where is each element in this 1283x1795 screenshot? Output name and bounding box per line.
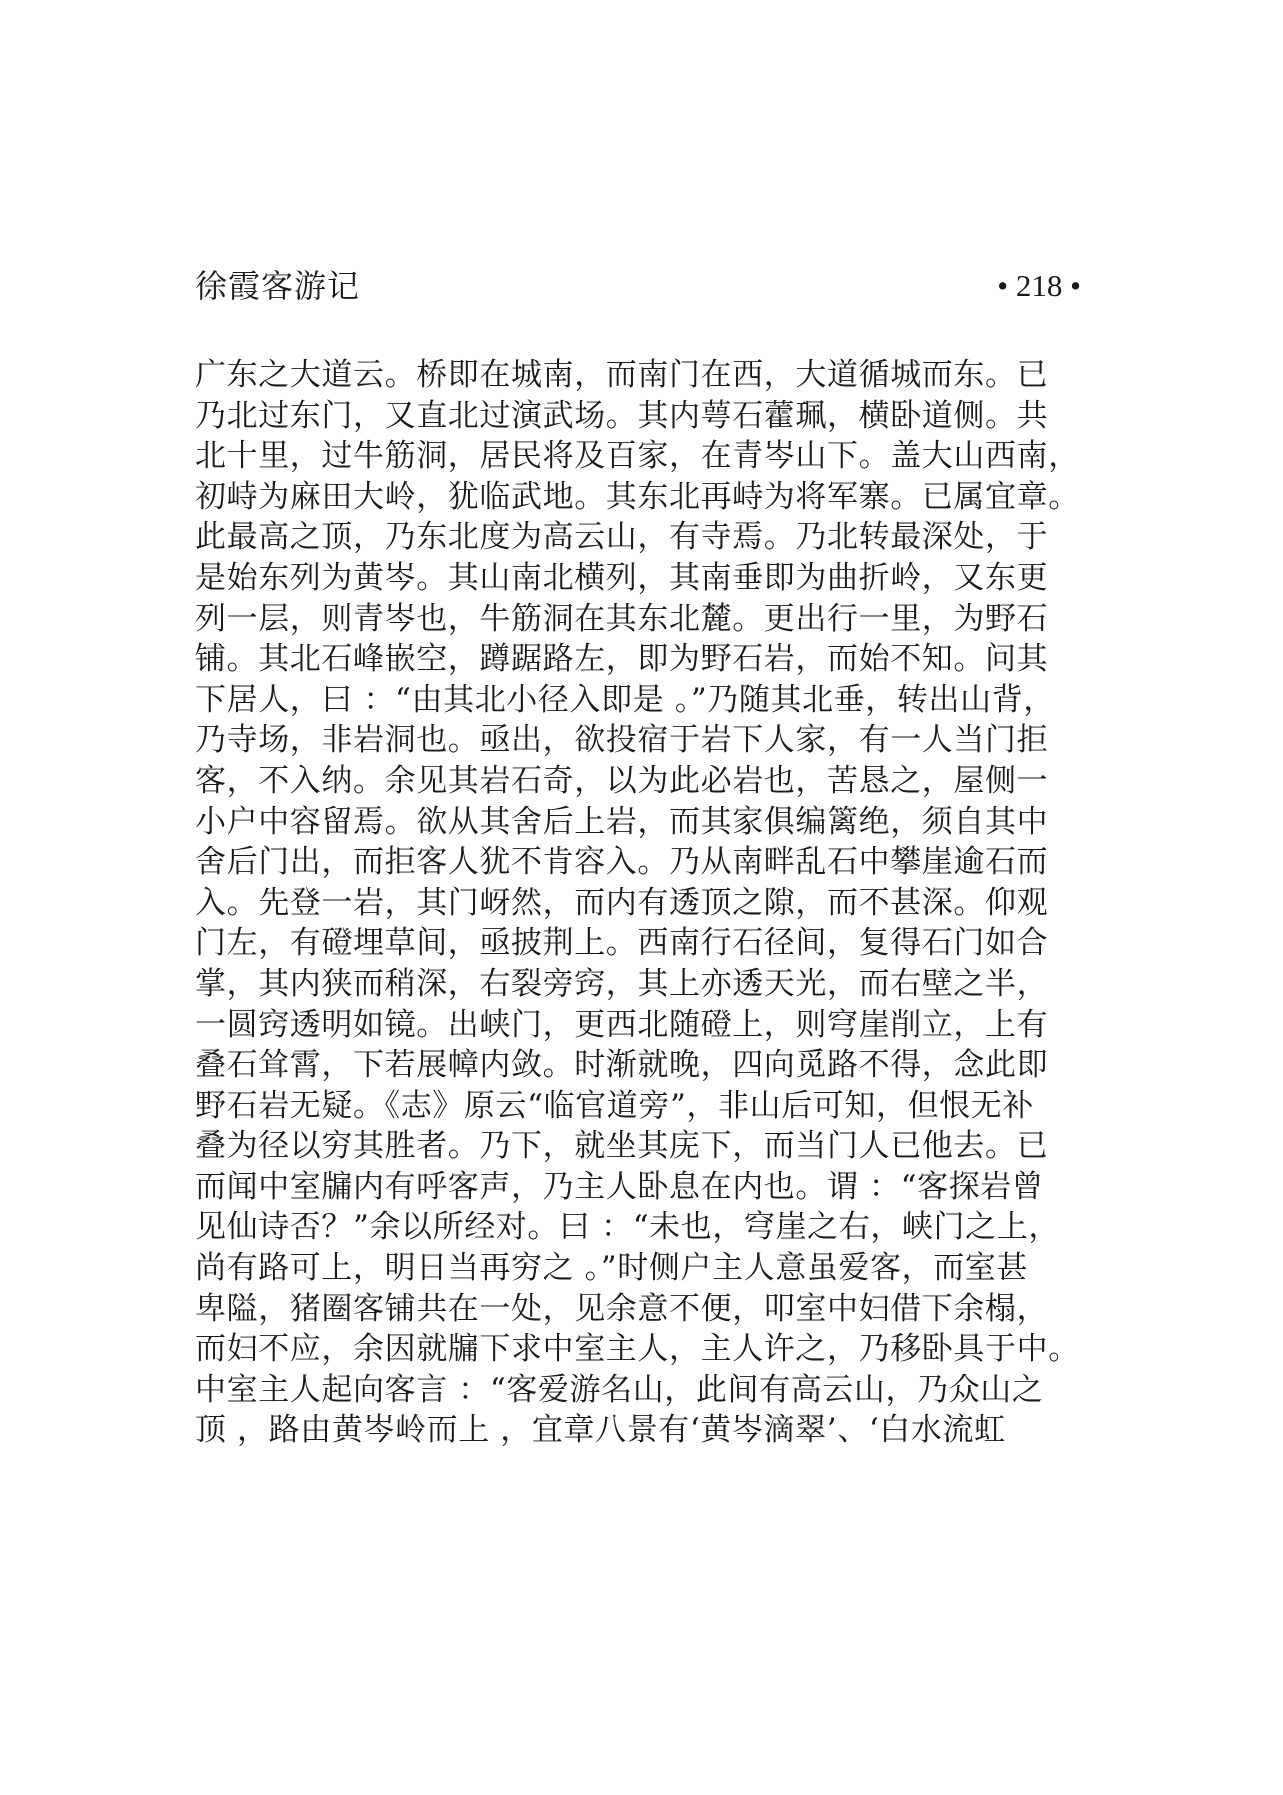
text-line: 掌，其内狭而稍深，右裂旁窍，其上亦透天光，而右壁之半， [195,965,1049,1002]
text-line: 列一层，则青岑也，牛筋洞在其东北麓。更出行一里，为野石 [195,600,1049,637]
text-line: 客，不入纳。余见其岩石奇，以为此必岩也，苦恳之，屋侧一 [195,762,1049,799]
text-line: 而闻中室牖内有呼客声，乃主人卧息在内也。谓 ：“客探岩曾 [195,1168,1044,1205]
page-number: • 218 • [997,268,1081,303]
text-line: 广东之大道云。桥即在城南，而南门在西，大道循城而东。已 [195,357,1049,393]
text-line: 中室主人起向客言 ：“客爱游名山，此间有高云山，乃众山之 [195,1371,1044,1408]
text-line: 野石岩无疑。《志》原云“临官道旁”，非山后可知，但恨无补 [195,1087,1034,1124]
text-line: 下居人，曰 ：“由其北小径入即是 。”乃随其北垂，转出山背， [195,681,1055,718]
text-line: 是始东列为黄岑。其山南北横列，其南垂即为曲折岭，又东更 [195,559,1049,596]
text-line: 铺。其北石峰嵌空，蹲踞路左，即为野石岩，而始不知。问其 [195,641,1049,678]
text-line: 初峙为麻田大岭，犹临武地。其东北再峙为将军寨。已属宜章。 [195,478,1080,515]
text-line: 小户中容留焉。欲从其舍后上岩，而其家俱编篱绝，须自其中 [195,803,1049,840]
text-line: 舍后门出，而拒客人犹不肯容入。乃从南畔乱石中攀崖逾石而 [195,844,1049,881]
book-title: 徐霞客游记 [195,267,361,305]
text-line: 一圆窍透明如镜。出峡门，更西北随磴上，则穹崖削立，上有 [195,1006,1049,1043]
text-line: 此最高之顶，乃东北度为高云山，有寺焉。乃北转最深处，于 [195,519,1049,556]
text-line: 尚有路可上，明日当再穷之 。”时侧户主人意虽爱客，而室甚 [195,1250,1028,1287]
body-text [195,355,1095,1451]
text-line: 门左，有磴埋草间，亟披荆上。西南行石径间，复得石门如合 [195,925,1049,962]
text-line: 见仙诗否？”余以所经对。曰 ：“未也，穹崖之右，峡门之上， [195,1209,1060,1246]
text-line: 乃北过东门，又直北过演武场。其内萼石藿珮，横卧道侧。共 [195,397,1049,434]
page-header [195,262,1081,310]
text-line: 乃寺场，非岩洞也。亟出，欲投宿于岩下人家，有一人当门拒 [195,722,1049,759]
text-line: 而妇不应，余因就牖下求中室主人，主人许之，乃移卧具于中。 [195,1331,1080,1368]
text-line: 叠石耸霄，下若展幛内敛。时渐就晚，四向觅路不得，念此即 [195,1047,1049,1084]
text-line: 卑隘，猪圈客铺共在一处，见余意不便，叩室中妇借下余榻， [195,1290,1049,1327]
text-line: 顶 ，路由黄岑岭而上 ，宜章八景有‘黄岑滴翠’、‘白水流虹 [195,1412,1006,1449]
text-line: 入。先登一岩，其门岈然，而内有透顶之隙，而不甚深。仰观 [195,884,1049,921]
text-line: 叠为径以穷其胜者。乃下，就坐其庑下，而当门人已他去。已 [195,1128,1049,1165]
text-line: 北十里，过牛筋洞，居民将及百家，在青岑山下。盖大山西南， [195,438,1080,475]
